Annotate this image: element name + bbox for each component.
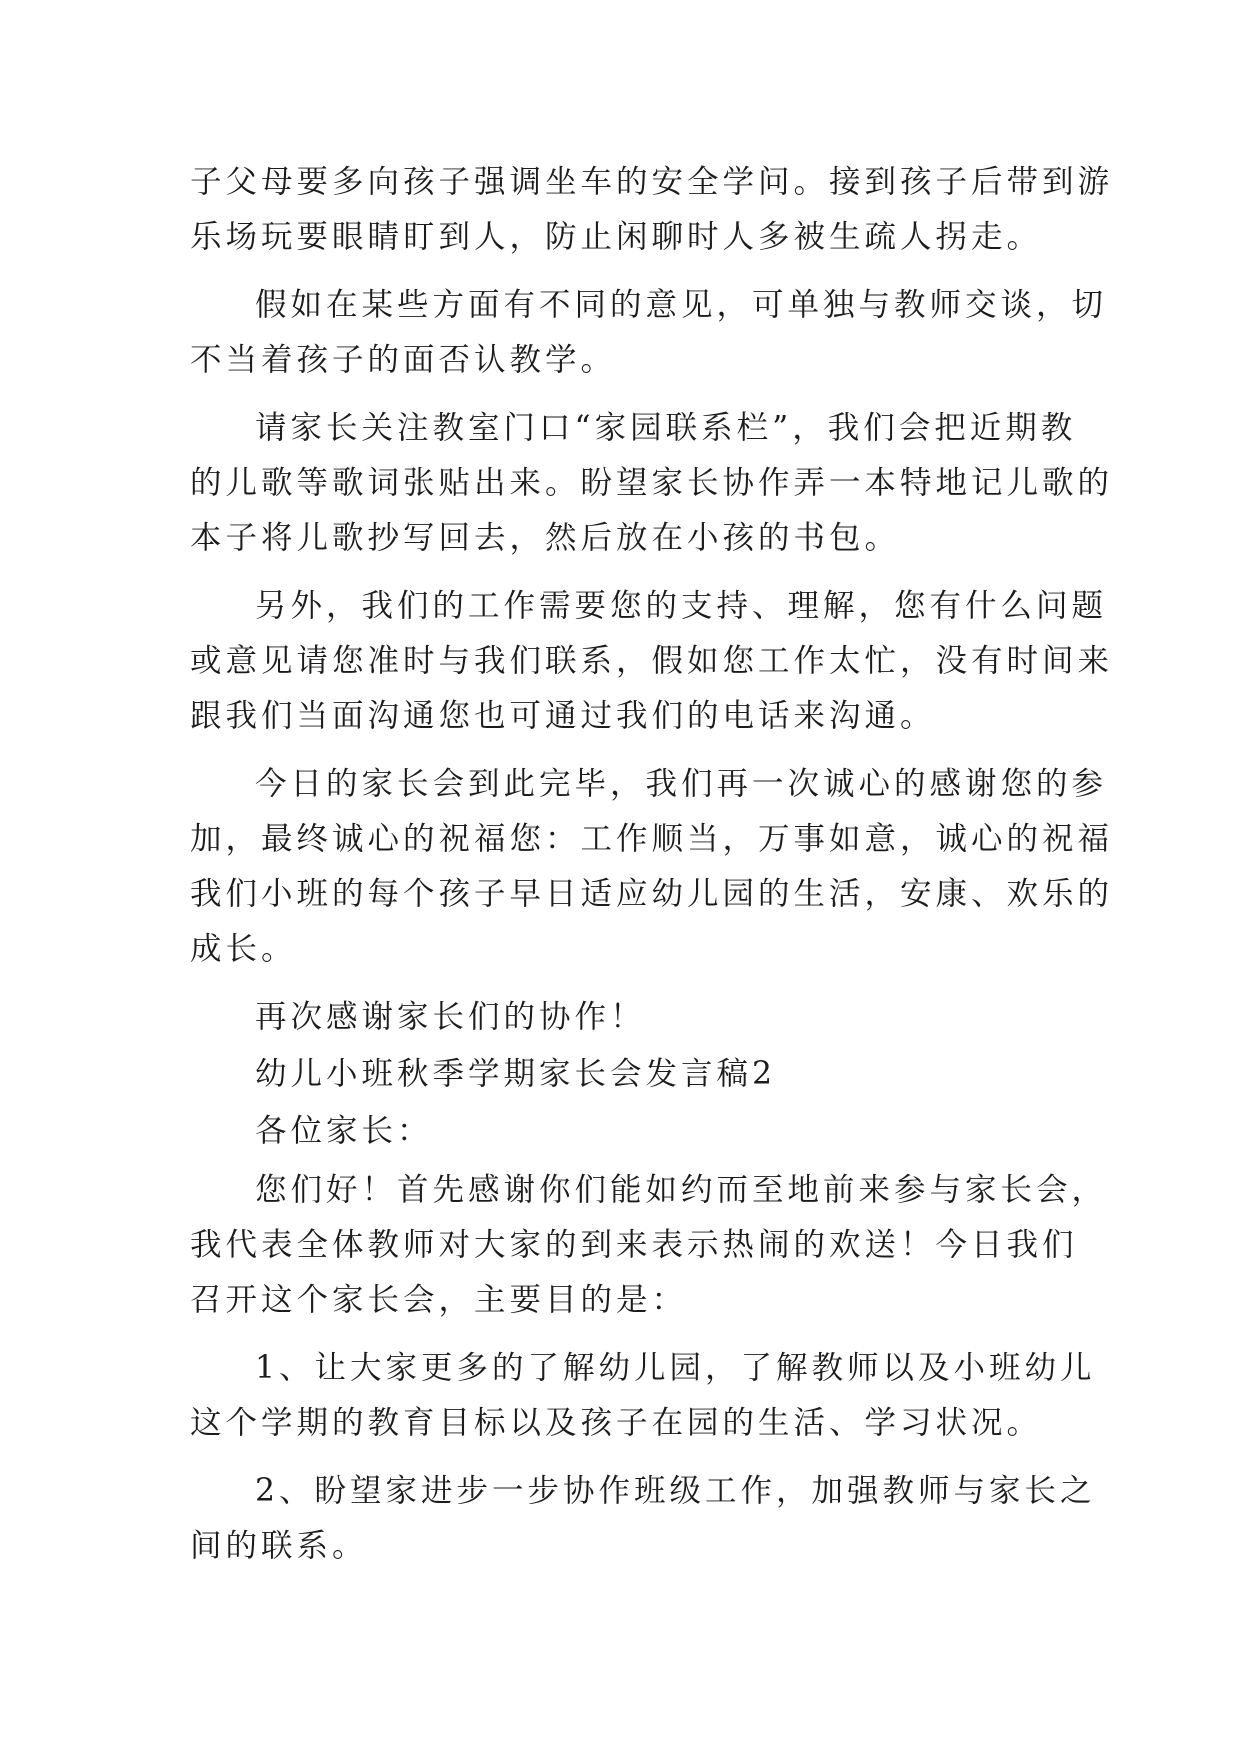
list-item-1-line-2: 这个学期的教育目标以及孩子在园的生活、学习状况。 [190,1405,1043,1441]
body-line-13: 我们小班的每个孩子早日适应幼儿园的生活，安康、欢乐的 [190,876,1114,912]
body-line-9: 或意见请您准时与我们联系，假如您工作太忙，没有时间来 [190,643,1114,679]
body-line-11: 今日的家长会到此完毕，我们再一次诚心的感谢您的参 [255,766,1108,802]
list-item-1-line-1: 1、让大家更多的了解幼儿园，了解教师以及小班幼儿 [255,1350,1096,1386]
body-line-19: 我代表全体教师对大家的到来表示热闹的欢送！今日我们 [190,1227,1078,1263]
body-line-5: 请家长关注教室门口“家园联系栏”，我们会把近期教 [255,410,1077,446]
list-item-2-line-2: 间的联系。 [190,1528,368,1564]
list-item-2-line-1: 2、盼望家进步一步协作班级工作，加强教师与家长之 [255,1473,1096,1509]
body-line-10: 跟我们当面沟通您也可通过我们的电话来沟通。 [190,698,936,734]
body-line-14: 成长。 [190,931,297,967]
body-line-2: 乐场玩要眼睛盯到人，防止闲聊时人多被生疏人拐走。 [190,219,1043,255]
body-line-1: 子父母要多向孩子强调坐车的安全学问。接到孩子后带到游 [190,164,1114,200]
section-heading: 幼儿小班秋季学期家长会发言稿2 [255,1056,777,1092]
body-line-6: 的儿歌等歌词张贴出来。盼望家长协作弄一本特地记儿歌的 [190,465,1114,501]
body-line-8: 另外，我们的工作需要您的支持、理解，您有什么问题 [255,588,1108,624]
body-line-15: 再次感谢家长们的协作！ [255,999,646,1035]
body-line-18: 您们好！首先感谢你们能如约而至地前来参与家长会， [255,1172,1108,1208]
body-line-3: 假如在某些方面有不同的意见，可单独与教师交谈，切 [255,287,1108,323]
body-line-7: 本子将儿歌抄写回去，然后放在小孩的书包。 [190,520,901,556]
body-line-20: 召开这个家长会，主要目的是： [190,1282,688,1318]
body-line-12: 加，最终诚心的祝福您：工作顺当，万事如意，诚心的祝福 [190,821,1114,857]
salutation: 各位家长： [255,1113,433,1149]
body-line-4: 不当着孩子的面否认教学。 [190,342,617,378]
